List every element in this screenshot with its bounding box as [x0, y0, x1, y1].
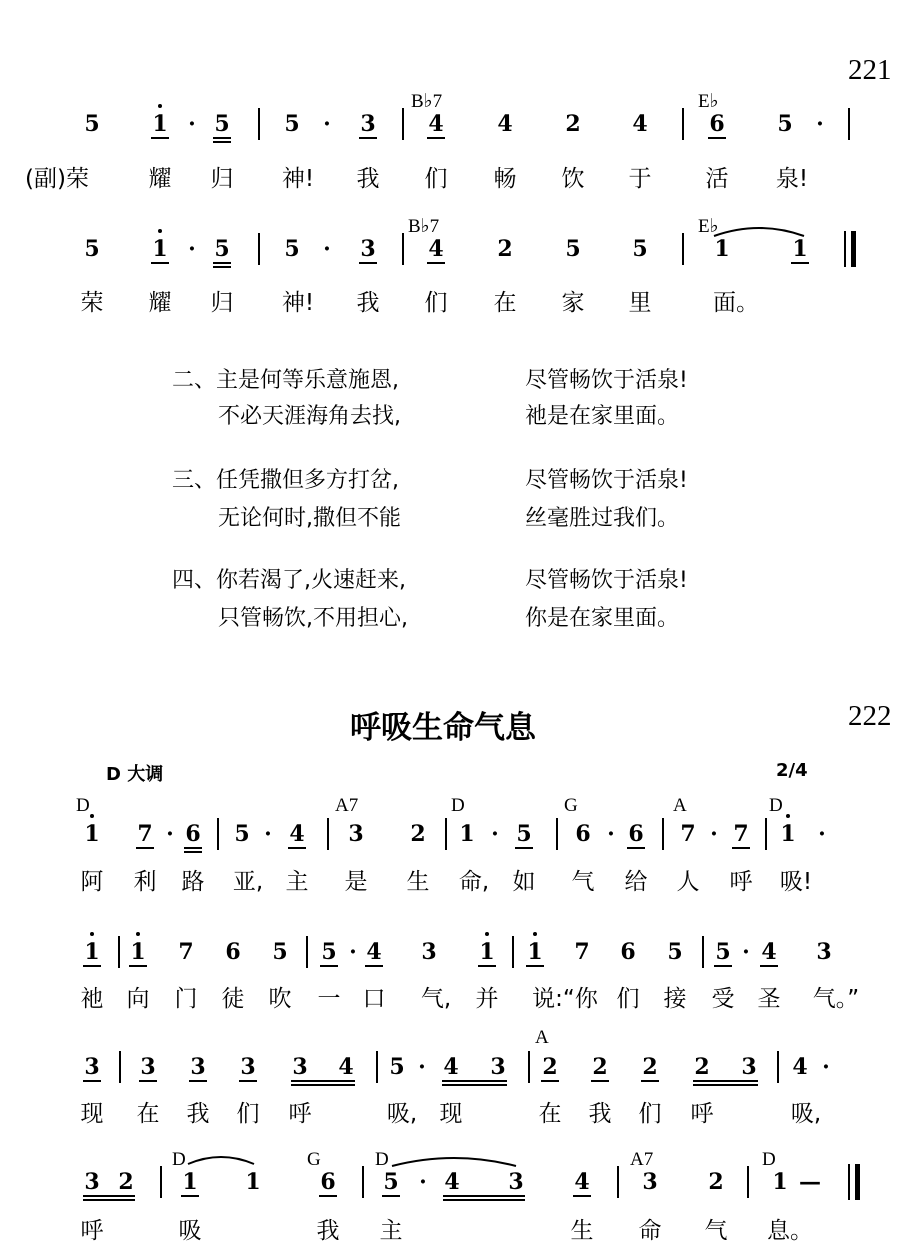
dot: ·	[818, 821, 826, 847]
underline	[151, 137, 169, 139]
note: 2	[592, 1054, 608, 1080]
note: 3	[421, 939, 437, 965]
underline	[732, 847, 750, 849]
note: 6	[320, 1169, 336, 1195]
underline	[359, 137, 377, 139]
lyric: 于	[628, 166, 652, 192]
note: 1	[527, 939, 543, 965]
note: 7	[680, 821, 696, 847]
verse-4-line-1-left: 四、你若渴了,火速赶来,	[172, 568, 406, 593]
underline	[760, 965, 778, 967]
lyric: 神!	[281, 166, 315, 192]
bar-line	[848, 108, 850, 140]
verse-3-line-1-left: 三、任凭撒但多方打岔,	[172, 468, 399, 493]
chord-label: B♭7	[411, 91, 443, 112]
underline	[83, 965, 101, 967]
note: 3	[140, 1054, 156, 1080]
bar-line	[682, 108, 684, 140]
dot: ·	[710, 821, 718, 847]
lyric: (副)荣	[25, 166, 89, 192]
note: 5	[383, 1169, 399, 1195]
lyric: 们	[424, 290, 448, 316]
bar-line	[528, 1051, 530, 1083]
lyric: 在	[538, 1101, 562, 1127]
lyric: 吹	[268, 986, 292, 1012]
note: 7	[137, 821, 153, 847]
bar-line	[402, 233, 404, 265]
final-bar-thick	[851, 231, 856, 267]
note: 1	[84, 939, 100, 965]
lyric: 亚,	[232, 869, 264, 895]
high-octave-dot	[786, 814, 790, 818]
underline	[319, 1195, 337, 1197]
lyric: 吸,	[386, 1101, 418, 1127]
lyric: 徒	[221, 986, 245, 1012]
lyric: 饮	[561, 166, 585, 192]
lyric: 向	[126, 986, 150, 1012]
underline	[443, 1199, 525, 1201]
bar-line	[217, 818, 219, 850]
high-octave-dot	[158, 104, 162, 108]
bar-line	[747, 1166, 749, 1198]
note: 6	[709, 111, 725, 137]
note: 1	[772, 1169, 788, 1195]
note: 2	[118, 1169, 134, 1195]
lyric: 畅	[493, 166, 517, 192]
lyric: 们	[638, 1101, 662, 1127]
note: 4	[428, 111, 444, 137]
note: 4	[338, 1054, 354, 1080]
lyric: 在	[493, 290, 517, 316]
note: 3	[360, 111, 376, 137]
note: 3	[292, 1054, 308, 1080]
note: 5	[389, 1054, 405, 1080]
bar-line	[682, 233, 684, 265]
note: 6	[575, 821, 591, 847]
chord-label: D	[76, 795, 90, 816]
lyric: 路	[181, 869, 205, 895]
lyric: 们	[616, 986, 640, 1012]
note: 3	[240, 1054, 256, 1080]
verse-3-line-2-left: 无论何时,撒但不能	[218, 506, 401, 531]
lyric: 接	[663, 986, 687, 1012]
lyric: 呼	[288, 1101, 312, 1127]
bar-line	[119, 1051, 121, 1083]
underline	[526, 965, 544, 967]
dot: ·	[188, 236, 196, 262]
note: 5	[321, 939, 337, 965]
underline	[213, 262, 231, 264]
note: 2	[694, 1054, 710, 1080]
lyric: 生	[570, 1218, 594, 1244]
page-number-221: 221	[848, 54, 892, 86]
note: 1	[182, 1169, 198, 1195]
underline	[442, 1080, 507, 1082]
bar-line	[362, 1166, 364, 1198]
note: 3	[490, 1054, 506, 1080]
lyric: 命,	[458, 869, 490, 895]
verse-4-line-2-left: 只管畅饮,不用担心,	[218, 606, 408, 631]
note: 7	[574, 939, 590, 965]
underline	[83, 1195, 135, 1197]
lyric: 们	[236, 1101, 260, 1127]
note: 5	[214, 236, 230, 262]
lyric: 圣	[757, 986, 781, 1012]
underline	[139, 1080, 157, 1082]
dot: ·	[822, 1054, 830, 1080]
high-octave-dot	[90, 814, 94, 818]
underline	[427, 262, 445, 264]
verse-3-line-1-right: 尽管畅饮于活泉!	[525, 468, 688, 493]
note: 1	[780, 821, 796, 847]
note: 4	[444, 1169, 460, 1195]
note: 5	[84, 236, 100, 262]
high-octave-dot	[533, 932, 537, 936]
chord-label: D	[762, 1149, 776, 1170]
note: 5	[284, 236, 300, 262]
dot: ·	[188, 111, 196, 137]
underline	[189, 1080, 207, 1082]
high-octave-dot	[485, 932, 489, 936]
lyric: 生	[406, 869, 430, 895]
lyric: 主	[379, 1218, 403, 1244]
bar-line	[306, 936, 308, 968]
lyric: 吸!	[779, 869, 813, 895]
lyric: 面。	[713, 290, 759, 316]
page-number-222: 222	[848, 700, 892, 732]
lyric: 归	[210, 166, 234, 192]
lyric: 人	[676, 869, 700, 895]
lyric: 利	[133, 869, 157, 895]
note: 4	[632, 111, 648, 137]
note: 4	[574, 1169, 590, 1195]
lyric: 气	[704, 1218, 728, 1244]
note: 2	[565, 111, 581, 137]
chord-label: E♭	[698, 216, 719, 237]
note: 5	[632, 236, 648, 262]
bar-line	[445, 818, 447, 850]
dot: ·	[816, 111, 824, 137]
lyric: 现	[80, 1101, 104, 1127]
bar-line	[160, 1166, 162, 1198]
note: 1	[245, 1169, 261, 1195]
underline	[181, 1195, 199, 1197]
verse-4-line-2-right: 你是在家里面。	[525, 606, 680, 631]
verse-2-line-1-left: 二、主是何等乐意施恩,	[172, 368, 399, 393]
underline	[288, 847, 306, 849]
lyric: 我	[186, 1101, 210, 1127]
underline	[708, 137, 726, 139]
underline	[573, 1195, 591, 1197]
bar-line	[777, 1051, 779, 1083]
note: 3	[508, 1169, 524, 1195]
lyric: 呼	[729, 869, 753, 895]
underline	[541, 1080, 559, 1082]
lyric: 是	[344, 869, 368, 895]
underline	[213, 141, 231, 143]
chord-label: A	[535, 1027, 549, 1048]
lyric: 门	[174, 986, 198, 1012]
underline	[591, 1080, 609, 1082]
note: 3	[360, 236, 376, 262]
underline	[83, 1080, 101, 1082]
underline	[442, 1084, 507, 1086]
lyric: 受	[711, 986, 735, 1012]
dot: ·	[742, 939, 750, 965]
note: 1	[130, 939, 146, 965]
dash: —	[799, 1169, 821, 1195]
note: 4	[497, 111, 513, 137]
note: 2	[708, 1169, 724, 1195]
lyric: 我	[356, 166, 380, 192]
final-bar-thin	[844, 231, 846, 267]
lyric: 耀	[148, 166, 172, 192]
underline	[83, 1199, 135, 1201]
chord-label: B♭7	[408, 216, 440, 237]
dot: ·	[166, 821, 174, 847]
note: 5	[565, 236, 581, 262]
lyric: 口	[362, 986, 386, 1012]
note: 5	[667, 939, 683, 965]
underline	[184, 847, 202, 849]
note: 3	[816, 939, 832, 965]
lyric: 神!	[281, 290, 315, 316]
note: 4	[792, 1054, 808, 1080]
note: 2	[642, 1054, 658, 1080]
lyric: 我	[588, 1101, 612, 1127]
lyric: 阿	[80, 869, 104, 895]
dot: ·	[323, 111, 331, 137]
lyric: 气,	[420, 986, 452, 1012]
lyric: 现	[439, 1101, 463, 1127]
note: 3	[84, 1169, 100, 1195]
lyric: 气。”	[812, 986, 860, 1012]
note: 3	[190, 1054, 206, 1080]
high-octave-dot	[158, 229, 162, 233]
lyric: 祂	[80, 986, 104, 1012]
chord-label: E♭	[698, 91, 719, 112]
lyric: 并	[475, 986, 499, 1012]
note: 4	[289, 821, 305, 847]
underline	[443, 1195, 525, 1197]
lyric: 家	[561, 290, 585, 316]
bar-line	[765, 818, 767, 850]
dot: ·	[349, 939, 357, 965]
lyric: 荣	[80, 290, 104, 316]
underline	[151, 262, 169, 264]
note: 4	[443, 1054, 459, 1080]
bar-line	[258, 108, 260, 140]
note: 6	[628, 821, 644, 847]
underline	[641, 1080, 659, 1082]
lyric: 泉!	[775, 166, 809, 192]
underline	[184, 851, 202, 853]
dot: ·	[323, 236, 331, 262]
underline	[136, 847, 154, 849]
note: 5	[214, 111, 230, 137]
note: 7	[178, 939, 194, 965]
note: 5	[284, 111, 300, 137]
note: 4	[428, 236, 444, 262]
bar-line	[258, 233, 260, 265]
underline	[714, 965, 732, 967]
dot: ·	[418, 1054, 426, 1080]
lyric: 我	[356, 290, 380, 316]
note: 2	[542, 1054, 558, 1080]
final-bar-thin	[848, 1164, 850, 1200]
underline	[382, 1195, 400, 1197]
slur-arc	[390, 1154, 518, 1168]
lyric: 归	[210, 290, 234, 316]
note: 5	[715, 939, 731, 965]
underline	[693, 1080, 758, 1082]
bar-line	[118, 936, 120, 968]
bar-line	[702, 936, 704, 968]
underline	[627, 847, 645, 849]
verse-2-line-2-left: 不必天涯海角去找,	[218, 404, 401, 429]
time-signature: 2/4	[776, 760, 808, 781]
note: 1	[459, 821, 475, 847]
bar-line	[402, 108, 404, 140]
lyric: 吸,	[790, 1101, 822, 1127]
note: 5	[272, 939, 288, 965]
underline	[213, 266, 231, 268]
note: 1	[479, 939, 495, 965]
underline	[427, 137, 445, 139]
note: 2	[410, 821, 426, 847]
note: 2	[497, 236, 513, 262]
chord-label: A7	[335, 795, 359, 816]
underline	[320, 965, 338, 967]
note: 1	[152, 111, 168, 137]
lyric: 耀	[148, 290, 172, 316]
lyric: 活	[705, 166, 729, 192]
underline	[791, 262, 809, 264]
underline	[478, 965, 496, 967]
note: 1	[792, 236, 808, 262]
underline	[291, 1084, 355, 1086]
lyric: 给	[624, 869, 648, 895]
verse-3-line-2-right: 丝毫胜过我们。	[525, 506, 680, 531]
note: 5	[777, 111, 793, 137]
note: 3	[741, 1054, 757, 1080]
lyric: 命	[638, 1218, 662, 1244]
note: 5	[516, 821, 532, 847]
note: 3	[84, 1054, 100, 1080]
lyric: 吸	[178, 1218, 202, 1244]
lyric: 我	[316, 1218, 340, 1244]
bar-line	[327, 818, 329, 850]
note: 3	[642, 1169, 658, 1195]
lyric: 里	[628, 290, 652, 316]
underline	[213, 137, 231, 139]
verse-2-line-2-right: 祂是在家里面。	[525, 404, 680, 429]
lyric: 气	[571, 869, 595, 895]
chord-label: D	[769, 795, 783, 816]
lyric: 呼	[80, 1218, 104, 1244]
bar-line	[512, 936, 514, 968]
dot: ·	[419, 1169, 427, 1195]
dot: ·	[264, 821, 272, 847]
note: 4	[761, 939, 777, 965]
chord-label: A	[673, 795, 687, 816]
key-signature: D 大调	[106, 764, 164, 785]
underline	[693, 1084, 758, 1086]
note: 5	[84, 111, 100, 137]
high-octave-dot	[136, 932, 140, 936]
high-octave-dot	[90, 932, 94, 936]
note: 1	[714, 236, 730, 262]
chord-label: D	[172, 1149, 186, 1170]
underline	[239, 1080, 257, 1082]
underline	[359, 262, 377, 264]
chord-label: A7	[630, 1149, 654, 1170]
note: 3	[348, 821, 364, 847]
lyric: 一	[317, 986, 341, 1012]
lyric: 说:“你	[532, 986, 598, 1012]
note: 5	[234, 821, 250, 847]
song-title: 呼吸生命气息	[350, 710, 536, 746]
verse-2-line-1-right: 尽管畅饮于活泉!	[525, 368, 688, 393]
underline	[129, 965, 147, 967]
bar-line	[556, 818, 558, 850]
note: 1	[152, 236, 168, 262]
bar-line	[376, 1051, 378, 1083]
bar-line	[662, 818, 664, 850]
note: 1	[84, 821, 100, 847]
lyric: 在	[136, 1101, 160, 1127]
note: 7	[733, 821, 749, 847]
chord-label: G	[307, 1149, 321, 1170]
chord-label: D	[451, 795, 465, 816]
lyric: 息。	[767, 1218, 813, 1244]
lyric: 们	[424, 166, 448, 192]
dot: ·	[491, 821, 499, 847]
note: 6	[185, 821, 201, 847]
lyric: 如	[512, 869, 536, 895]
underline	[291, 1080, 355, 1082]
underline	[515, 847, 533, 849]
note: 6	[225, 939, 241, 965]
chord-label: D	[375, 1149, 389, 1170]
underline	[365, 965, 383, 967]
final-bar-thick	[855, 1164, 860, 1200]
note: 4	[366, 939, 382, 965]
tie-arc	[186, 1154, 256, 1166]
chord-label: G	[564, 795, 578, 816]
bar-line	[617, 1166, 619, 1198]
dot: ·	[607, 821, 615, 847]
note: 6	[620, 939, 636, 965]
lyric: 呼	[690, 1101, 714, 1127]
verse-4-line-1-right: 尽管畅饮于活泉!	[525, 568, 688, 593]
lyric: 主	[285, 869, 309, 895]
